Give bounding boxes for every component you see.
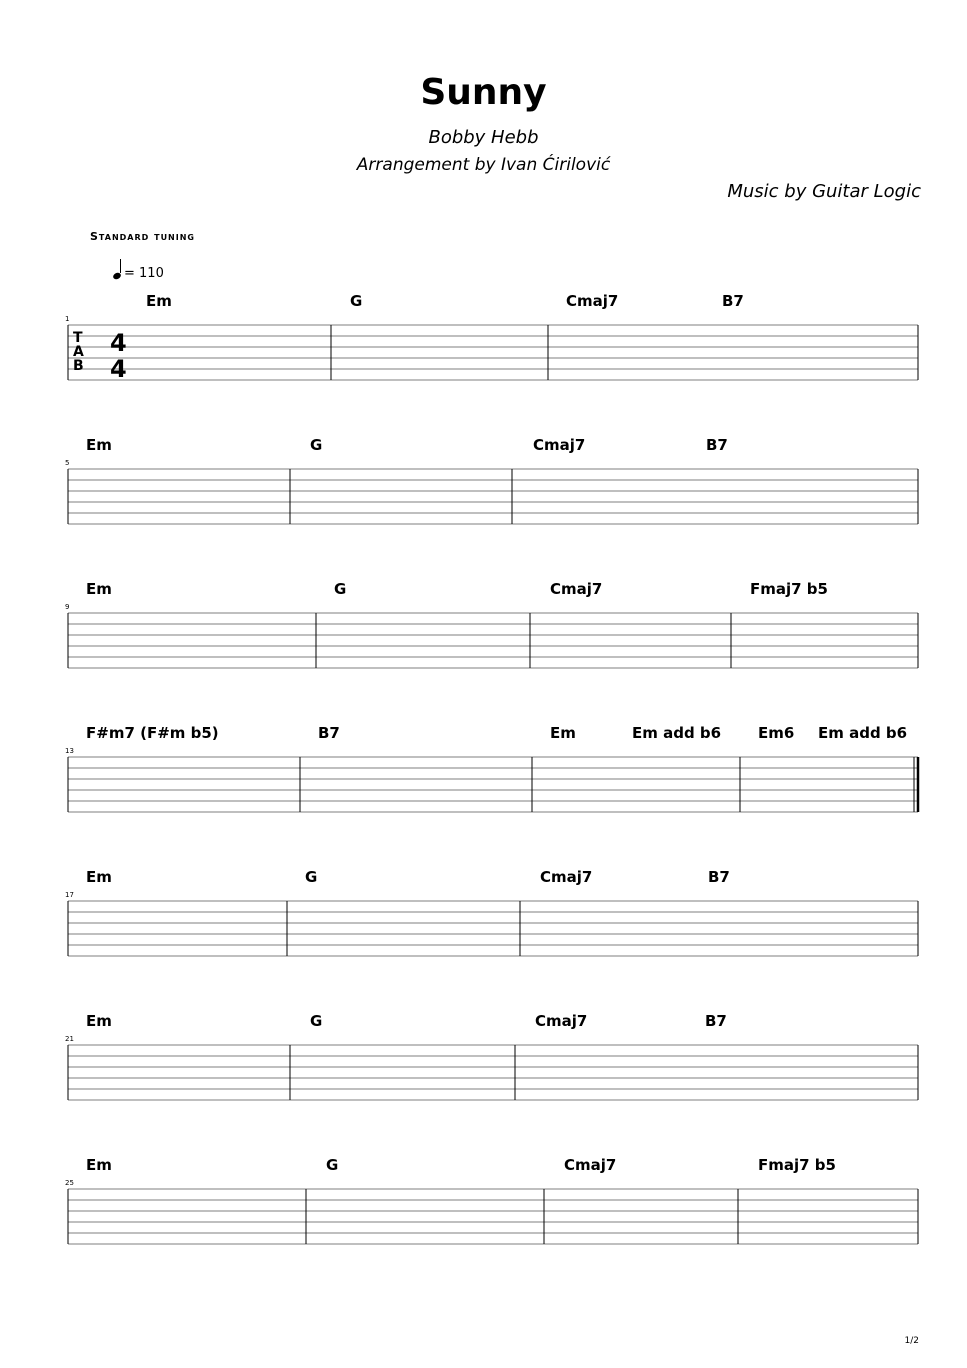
tab-system xyxy=(65,868,918,956)
tab-system xyxy=(65,724,918,812)
measure-number: 17 xyxy=(65,891,74,899)
chord-name: Em add b6 xyxy=(632,724,722,742)
measure-number: 13 xyxy=(65,747,74,755)
measure-number: 9 xyxy=(65,603,70,611)
arranger: Arrangement by Ivan Ćirilović xyxy=(356,155,611,175)
chord-name: Em xyxy=(86,580,112,598)
chord-name: G xyxy=(326,1156,339,1174)
tuning-label: Standard tuning xyxy=(90,230,195,243)
song-title: Sunny xyxy=(420,72,547,113)
tab-system xyxy=(65,292,918,383)
chord-name: G xyxy=(310,436,323,454)
chord-name: Cmaj7 xyxy=(540,868,593,886)
chord-name: G xyxy=(305,868,318,886)
chord-name: Cmaj7 xyxy=(566,292,619,310)
composer: Bobby Hebb xyxy=(428,127,539,148)
chord-name: Fmaj7 b5 xyxy=(750,580,828,598)
chord-name: Fmaj7 b5 xyxy=(758,1156,836,1174)
chord-name: Em xyxy=(86,1012,112,1030)
chord-name: G xyxy=(334,580,347,598)
chord-name: G xyxy=(350,292,363,310)
chord-name: Em6 xyxy=(758,724,795,742)
tab-system xyxy=(65,1012,918,1100)
music-credit: Music by Guitar Logic xyxy=(727,181,921,202)
chord-name: Cmaj7 xyxy=(550,580,603,598)
chord-name: B7 xyxy=(318,724,340,742)
chord-name: B7 xyxy=(708,868,730,886)
chord-name: Cmaj7 xyxy=(535,1012,588,1030)
tempo-value: = 110 xyxy=(124,266,164,281)
chord-name: Em xyxy=(86,868,112,886)
measure-number: 25 xyxy=(65,1179,74,1187)
chord-name: F#m7 (F#m b5) xyxy=(86,724,219,742)
tab-clef: T xyxy=(73,330,83,346)
chord-name: Cmaj7 xyxy=(564,1156,617,1174)
chord-name: Em add b6 xyxy=(818,724,908,742)
chord-name: Em xyxy=(86,436,112,454)
measure-number: 5 xyxy=(65,459,70,467)
tab-system xyxy=(65,1156,918,1244)
chord-name: B7 xyxy=(705,1012,727,1030)
measure-number: 21 xyxy=(65,1035,74,1043)
chord-name: G xyxy=(310,1012,323,1030)
page-number: 1/2 xyxy=(904,1336,919,1346)
tab-clef: B xyxy=(73,358,84,374)
chord-name: Em xyxy=(86,1156,112,1174)
tab-clef: A xyxy=(73,344,84,360)
time-signature-top: 4 xyxy=(110,329,127,357)
chord-name: B7 xyxy=(706,436,728,454)
time-signature-bottom: 4 xyxy=(110,355,127,383)
tab-system xyxy=(65,580,918,668)
measure-number: 1 xyxy=(65,315,70,323)
chord-name: Em xyxy=(146,292,172,310)
chord-name: B7 xyxy=(722,292,744,310)
chord-name: Cmaj7 xyxy=(533,436,586,454)
chord-name: Em xyxy=(550,724,576,742)
tab-system xyxy=(65,436,918,524)
